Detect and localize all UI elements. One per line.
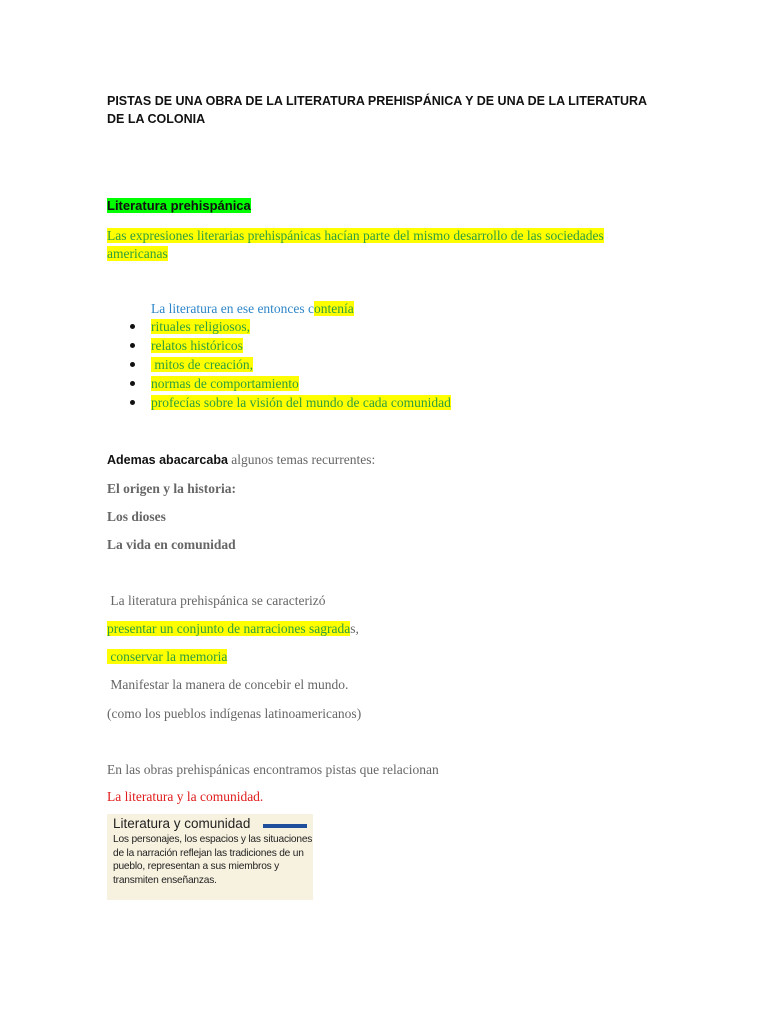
list-lead-text: La literatura en ese entonces c bbox=[151, 301, 315, 316]
literature-community-box bbox=[107, 814, 313, 900]
bullet-dot-icon bbox=[130, 343, 135, 348]
box-text: Los personajes, los espacios y las situaciones de la narración reflejan las tradiciones de un pueblo, representan a sus miembros y transmiten enseñanzas. bbox=[113, 834, 313, 886]
intro-paragraph bbox=[107, 227, 627, 263]
bullet-dot-icon bbox=[130, 324, 135, 329]
recurrent-themes-line bbox=[107, 451, 375, 469]
list-item bbox=[130, 394, 451, 413]
recurrent-text: algunos temas recurrentes: bbox=[227, 452, 376, 467]
list-item bbox=[130, 318, 451, 337]
list-item-text: relatos históricos bbox=[151, 338, 243, 353]
box-accent-bar bbox=[263, 824, 307, 828]
list-item bbox=[130, 356, 451, 375]
list-item-text: profecías sobre la visión del mundo de cada comunidad bbox=[151, 395, 451, 410]
list-lead-highlight: ontenía bbox=[314, 301, 354, 316]
section-heading bbox=[107, 197, 251, 214]
characteristic-tail: s, bbox=[350, 621, 359, 636]
document-title: PISTAS DE UNA OBRA DE LA LITERATURA PREHISPÁNICA Y DE UNA DE LA LITERATURA DE LA COLONIA bbox=[107, 94, 647, 126]
list-item-text: normas de comportamiento bbox=[151, 376, 299, 391]
intro-text: Las expresiones literarias prehispánicas hacían parte del mismo desarrollo de las sociedades americanas bbox=[107, 228, 604, 261]
list-item bbox=[130, 375, 451, 394]
characteristic-item: (como los pueblos indígenas latinoamericanos) bbox=[107, 706, 362, 721]
bullet-dot-icon bbox=[130, 362, 135, 367]
characteristic-highlight: conservar la memoria bbox=[107, 649, 228, 664]
list-item-text: rituales religiosos, bbox=[151, 319, 250, 334]
characteristic-item bbox=[107, 648, 227, 666]
bullet-dot-icon bbox=[130, 400, 135, 405]
characteristic-item bbox=[107, 620, 359, 638]
content-bullet-list bbox=[130, 318, 451, 413]
topic-gods: Los dioses bbox=[107, 509, 166, 524]
list-lead bbox=[151, 300, 354, 317]
section-heading-text: Literatura prehispánica bbox=[107, 198, 251, 213]
characteristic-highlight: presentar un conjunto de narraciones sagrada bbox=[107, 621, 351, 636]
list-item bbox=[130, 337, 451, 356]
bullet-dot-icon bbox=[130, 381, 135, 386]
box-title: Literatura y comunidad bbox=[113, 816, 251, 831]
characterized-line: La literatura prehispánica se caracterizó bbox=[107, 593, 326, 608]
characteristic-item: Manifestar la manera de concebir el mundo. bbox=[107, 677, 349, 692]
topic-community: La vida en comunidad bbox=[107, 537, 236, 552]
clues-line: En las obras prehispánicas encontramos pistas que relacionan bbox=[107, 762, 439, 777]
recurrent-bold: Ademas abacarcaba bbox=[107, 453, 228, 467]
red-heading-line: La literatura y la comunidad. bbox=[107, 789, 264, 804]
list-item-text: mitos de creación, bbox=[151, 357, 253, 372]
topic-origin: El origen y la historia: bbox=[107, 481, 236, 496]
